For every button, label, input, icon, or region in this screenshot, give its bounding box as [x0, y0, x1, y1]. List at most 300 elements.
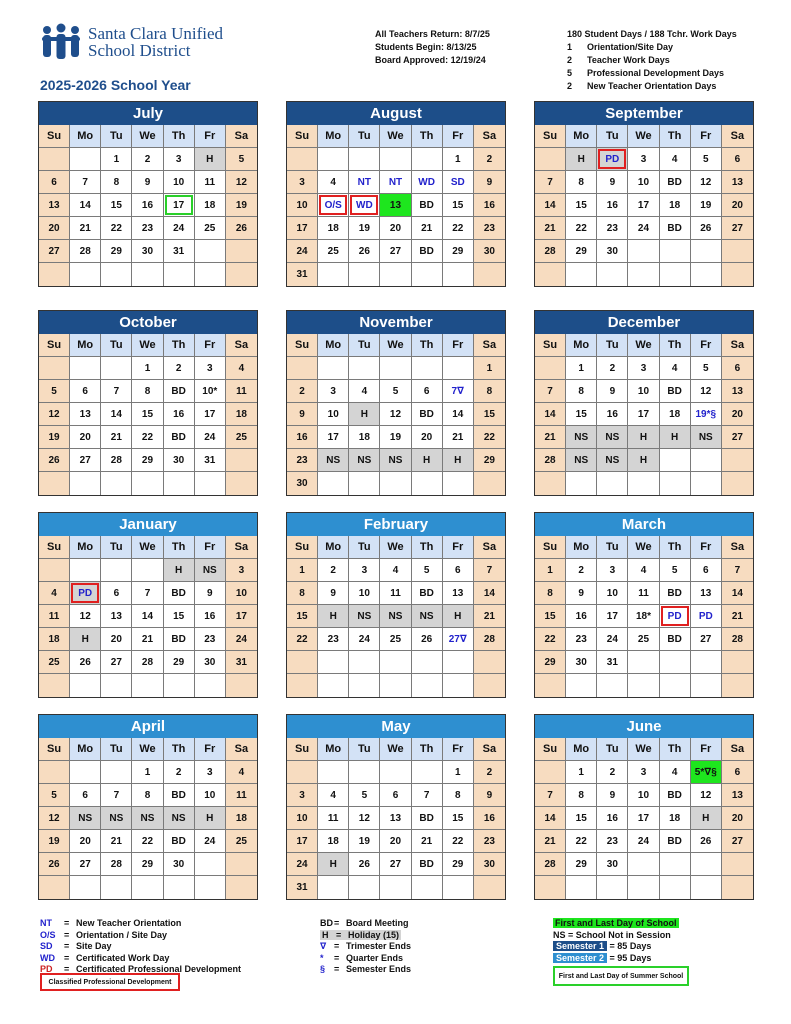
day-cell: [566, 263, 597, 286]
day-cell: 29: [566, 240, 597, 263]
month-october: [38, 310, 258, 496]
legend-row: NT = New Teacher Orientation: [40, 918, 182, 928]
day-cell: BD: [412, 853, 443, 876]
weekday-header: Tu: [101, 125, 132, 148]
day-cell: [70, 559, 101, 582]
day-cell: 6: [380, 784, 411, 807]
day-cell: 19: [349, 217, 380, 240]
weekday-header: Mo: [70, 334, 101, 357]
day-cell: [318, 357, 349, 380]
weekday-header: Fr: [443, 125, 474, 148]
day-cell: [380, 761, 411, 784]
day-counts: [567, 28, 737, 93]
day-cell: 22: [132, 830, 163, 853]
day-cell: [164, 674, 195, 697]
day-cell: 19: [39, 830, 70, 853]
day-cell: 15: [566, 807, 597, 830]
day-cell: 13: [722, 380, 753, 403]
day-cell: 3: [164, 148, 195, 171]
day-cell: 27: [691, 628, 722, 651]
day-cell: [70, 148, 101, 171]
day-cell: 12: [691, 380, 722, 403]
day-cell: 11: [628, 582, 659, 605]
day-cell: 16: [474, 194, 505, 217]
day-cell: [101, 472, 132, 495]
day-cell: 11: [195, 171, 226, 194]
weekday-header: Sa: [226, 125, 257, 148]
day-cell: NS: [349, 449, 380, 472]
day-cell: 12: [691, 171, 722, 194]
month-january: [38, 512, 258, 698]
count-number: 2: [567, 81, 573, 91]
day-cell: BD: [412, 807, 443, 830]
day-cell: [566, 674, 597, 697]
day-cell: 21: [443, 426, 474, 449]
day-cell: 20: [70, 830, 101, 853]
day-cell: 1: [474, 357, 505, 380]
day-cell: [535, 674, 566, 697]
day-cell: 28: [722, 628, 753, 651]
legend-row: ∇ = Trimester Ends: [320, 941, 412, 951]
legend-key: ∇: [320, 941, 327, 951]
weekday-header: Su: [535, 536, 566, 559]
classified-pd-legend: Classified Professional Development: [40, 973, 180, 991]
legend-key: *: [320, 952, 324, 963]
day-cell: 5: [660, 559, 691, 582]
day-cell: 24: [597, 628, 628, 651]
day-cell: 4: [318, 171, 349, 194]
legend-row: [553, 918, 679, 930]
day-cell: [380, 357, 411, 380]
month-february: [286, 512, 506, 698]
day-cell: 15: [474, 403, 505, 426]
day-cell: 24: [164, 217, 195, 240]
day-cell: NT: [380, 171, 411, 194]
count-label: New Teacher Orientation Days: [587, 81, 717, 91]
day-cell: 21: [412, 830, 443, 853]
district-name-line1: Santa Clara Unified: [88, 24, 224, 43]
day-cell: 19: [380, 426, 411, 449]
day-cell: 14: [535, 807, 566, 830]
day-cell: 31: [164, 240, 195, 263]
day-cell: 30: [474, 240, 505, 263]
day-cell: [597, 876, 628, 899]
day-cell: 1: [443, 148, 474, 171]
weekday-header: Mo: [318, 125, 349, 148]
day-cell: H: [349, 403, 380, 426]
day-cell: [318, 876, 349, 899]
legend-key: BD: [320, 918, 333, 928]
day-cell: 30: [597, 853, 628, 876]
day-cell: 23: [566, 628, 597, 651]
day-cell: 11: [226, 784, 257, 807]
day-cell: 4: [226, 357, 257, 380]
month-september: [534, 101, 754, 287]
day-cell: 5*∇§: [691, 761, 722, 784]
month-title: May: [287, 715, 505, 738]
day-cell: 26: [412, 628, 443, 651]
day-cell: 2: [597, 761, 628, 784]
weekday-header: Su: [535, 125, 566, 148]
day-cell: 28: [535, 449, 566, 472]
day-cell: 15: [287, 605, 318, 628]
day-cell: NS: [380, 449, 411, 472]
month-title: July: [39, 102, 257, 125]
day-cell: 5: [39, 380, 70, 403]
day-cell: 10: [628, 171, 659, 194]
day-cell: 24: [628, 830, 659, 853]
day-cell: NS: [70, 807, 101, 830]
day-cell: 23: [474, 830, 505, 853]
day-cell: 27: [380, 240, 411, 263]
day-cell: 21: [412, 217, 443, 240]
legend-key: §: [320, 964, 326, 974]
day-cell: [287, 357, 318, 380]
weekday-header: Fr: [691, 738, 722, 761]
day-cell: 22: [443, 830, 474, 853]
day-cell: 9: [474, 171, 505, 194]
day-cell: 29: [164, 651, 195, 674]
day-cell: 10: [287, 807, 318, 830]
day-cell: [349, 674, 380, 697]
day-cell: 13: [101, 605, 132, 628]
day-cell: 5: [226, 148, 257, 171]
day-cell: [691, 472, 722, 495]
day-cell: 17: [318, 426, 349, 449]
day-cell: [535, 761, 566, 784]
day-cell: 26: [349, 240, 380, 263]
day-cell: WD: [349, 194, 380, 217]
weekday-header: We: [380, 738, 411, 761]
day-cell: [226, 263, 257, 286]
day-cell: [39, 472, 70, 495]
weekday-header: We: [380, 334, 411, 357]
day-cell: H: [318, 605, 349, 628]
day-cell: [195, 263, 226, 286]
day-cell: 3: [226, 559, 257, 582]
month-june: [534, 714, 754, 900]
day-cell: 19*§: [691, 403, 722, 426]
day-cell: [660, 449, 691, 472]
day-cell: [164, 263, 195, 286]
month-grid: [287, 536, 505, 697]
day-cell: NS: [566, 426, 597, 449]
legend-row: [553, 953, 679, 965]
day-cell: 28: [535, 853, 566, 876]
day-cell: BD: [660, 380, 691, 403]
day-cell: [226, 674, 257, 697]
day-cell: 12: [349, 807, 380, 830]
day-cell: 26: [691, 830, 722, 853]
day-cell: 15: [101, 194, 132, 217]
day-cell: H: [691, 807, 722, 830]
summer-school-legend: First and Last Day of Summer School: [553, 966, 689, 986]
month-grid: [287, 125, 505, 286]
day-cell: 6: [101, 582, 132, 605]
day-cell: 7: [474, 559, 505, 582]
weekday-header: Tu: [597, 536, 628, 559]
day-cell: [443, 674, 474, 697]
day-cell: [474, 674, 505, 697]
day-cell: [101, 761, 132, 784]
day-cell: 25: [380, 628, 411, 651]
month-november: [286, 310, 506, 496]
weekday-header: Fr: [195, 125, 226, 148]
month-title: October: [39, 311, 257, 334]
day-cell: 22: [566, 830, 597, 853]
legend-text: Site Day: [76, 941, 112, 951]
day-cell: [287, 674, 318, 697]
month-title: April: [39, 715, 257, 738]
day-cell: [443, 876, 474, 899]
day-cell: 23: [287, 449, 318, 472]
day-cell: 1: [566, 761, 597, 784]
day-cell: NS: [195, 559, 226, 582]
legend-row: [553, 941, 679, 953]
day-cell: [39, 761, 70, 784]
day-cell: [39, 876, 70, 899]
day-cell: [70, 674, 101, 697]
day-cell: 16: [597, 194, 628, 217]
day-cell: [195, 674, 226, 697]
day-cell: [722, 651, 753, 674]
weekday-header: Tu: [597, 738, 628, 761]
weekday-header: Tu: [101, 738, 132, 761]
day-cell: 25: [39, 651, 70, 674]
day-cell: 29: [443, 240, 474, 263]
day-cell: 21: [535, 426, 566, 449]
semester1-label: Semester 1: [553, 941, 607, 951]
weekday-header: Sa: [474, 738, 505, 761]
legend-key: H: [322, 929, 329, 940]
day-cell: 30: [195, 651, 226, 674]
month-title: January: [39, 513, 257, 536]
day-cell: NS: [349, 605, 380, 628]
month-april: [38, 714, 258, 900]
day-cell: [660, 674, 691, 697]
day-cell: [70, 761, 101, 784]
weekday-header: Sa: [474, 536, 505, 559]
day-cell: 16: [195, 605, 226, 628]
weekday-header: Sa: [722, 125, 753, 148]
day-cell: 29: [566, 853, 597, 876]
day-cell: 3: [287, 171, 318, 194]
day-cell: 29: [132, 449, 163, 472]
count-number: 2: [567, 55, 573, 65]
weekday-header: Th: [660, 334, 691, 357]
month-grid: [39, 125, 257, 286]
day-cell: 3: [195, 357, 226, 380]
legend-row: § = Semester Ends: [320, 964, 412, 974]
day-cell: 13: [380, 194, 411, 217]
day-cell: [628, 853, 659, 876]
day-cell: 7: [101, 380, 132, 403]
day-cell: 28: [70, 240, 101, 263]
day-cell: 9: [195, 582, 226, 605]
day-cell: [70, 472, 101, 495]
day-cell: 6: [412, 380, 443, 403]
day-cell: [380, 674, 411, 697]
day-cell: 16: [566, 605, 597, 628]
day-cell: BD: [660, 784, 691, 807]
day-cell: [597, 263, 628, 286]
day-cell: 7: [412, 784, 443, 807]
month-grid: [535, 738, 753, 899]
day-cell: [628, 240, 659, 263]
day-cell: 27: [70, 853, 101, 876]
day-cell: [101, 263, 132, 286]
day-cell: 15: [164, 605, 195, 628]
day-cell: 1: [101, 148, 132, 171]
day-cell: 5: [412, 559, 443, 582]
day-cell: NS: [318, 449, 349, 472]
day-cell: 9: [597, 784, 628, 807]
day-cell: [349, 761, 380, 784]
day-cell: 7: [132, 582, 163, 605]
day-cell: 19: [226, 194, 257, 217]
day-cell: [412, 876, 443, 899]
day-cell: [628, 651, 659, 674]
weekday-header: Th: [660, 536, 691, 559]
day-cell: 21: [474, 605, 505, 628]
day-cell: H: [443, 605, 474, 628]
weekday-header: Fr: [195, 536, 226, 559]
day-cell: PD: [70, 582, 101, 605]
school-year-title: 2025-2026 School Year: [40, 77, 191, 93]
day-cell: BD: [164, 628, 195, 651]
day-cell: 30: [474, 853, 505, 876]
day-cell: 10: [195, 784, 226, 807]
day-cell: [628, 263, 659, 286]
day-cell: 23: [597, 830, 628, 853]
weekday-header: Fr: [691, 125, 722, 148]
day-cell: 1: [287, 559, 318, 582]
day-cell: NT: [349, 171, 380, 194]
day-cell: 24: [628, 217, 659, 240]
weekday-header: Th: [412, 334, 443, 357]
day-cell: 3: [349, 559, 380, 582]
day-cell: 20: [722, 807, 753, 830]
day-cell: 10: [628, 784, 659, 807]
month-title: September: [535, 102, 753, 125]
day-cell: 16: [287, 426, 318, 449]
day-cell: 25: [628, 628, 659, 651]
day-cell: [39, 263, 70, 286]
day-cell: 6: [70, 784, 101, 807]
month-title: February: [287, 513, 505, 536]
weekday-header: We: [132, 334, 163, 357]
day-cell: 5: [691, 148, 722, 171]
day-cell: [660, 853, 691, 876]
day-cell: 17: [597, 605, 628, 628]
month-grid: [535, 334, 753, 495]
day-cell: [412, 357, 443, 380]
day-cell: 2: [164, 357, 195, 380]
month-grid: [287, 738, 505, 899]
day-cell: 10: [349, 582, 380, 605]
legend-key: PD: [40, 964, 53, 974]
weekday-header: Su: [287, 536, 318, 559]
weekday-header: We: [628, 334, 659, 357]
day-cell: [318, 761, 349, 784]
key-dates: [375, 28, 490, 67]
day-cell: [318, 263, 349, 286]
day-cell: 4: [226, 761, 257, 784]
day-cell: 22: [474, 426, 505, 449]
day-cell: 14: [70, 194, 101, 217]
count-row: [567, 54, 737, 67]
day-cell: [39, 357, 70, 380]
weekday-header: Mo: [70, 536, 101, 559]
day-cell: [722, 263, 753, 286]
legend-text: Certificated Work Day: [76, 952, 170, 963]
day-cell: 19: [691, 194, 722, 217]
day-cell: 3: [628, 148, 659, 171]
holiday-highlight: H = Holiday (15): [322, 929, 400, 940]
day-cell: 2: [474, 761, 505, 784]
weekday-header: Th: [164, 536, 195, 559]
day-cell: [691, 853, 722, 876]
day-cell: 4: [380, 559, 411, 582]
day-cell: 5: [691, 357, 722, 380]
day-cell: [535, 263, 566, 286]
day-cell: BD: [412, 582, 443, 605]
day-cell: NS: [101, 807, 132, 830]
day-cell: 30: [132, 240, 163, 263]
day-cell: 10: [318, 403, 349, 426]
day-cell: BD: [164, 380, 195, 403]
count-number: 1: [567, 42, 573, 52]
day-cell: 12: [226, 171, 257, 194]
day-cell: 30: [287, 472, 318, 495]
day-cell: 21: [535, 830, 566, 853]
day-cell: 29: [474, 449, 505, 472]
weekday-header: Su: [39, 738, 70, 761]
weekday-header: Tu: [349, 738, 380, 761]
weekday-header: Mo: [566, 536, 597, 559]
day-cell: 11: [318, 807, 349, 830]
day-cell: 1: [566, 357, 597, 380]
day-cell: [70, 263, 101, 286]
day-cell: [287, 148, 318, 171]
day-cell: 21: [722, 605, 753, 628]
day-cell: 4: [318, 784, 349, 807]
day-cell: BD: [660, 830, 691, 853]
day-cell: [628, 472, 659, 495]
day-cell: 4: [39, 582, 70, 605]
day-cell: [412, 674, 443, 697]
day-cell: 12: [691, 784, 722, 807]
day-cell: BD: [660, 217, 691, 240]
day-cell: 26: [39, 853, 70, 876]
day-cell: 18: [318, 830, 349, 853]
day-cell: 19: [349, 830, 380, 853]
day-cell: [722, 876, 753, 899]
count-label: Teacher Work Days: [587, 55, 670, 65]
day-cell: 9: [287, 403, 318, 426]
day-cell: H: [195, 148, 226, 171]
day-cell: 24: [349, 628, 380, 651]
day-cell: BD: [164, 784, 195, 807]
weekday-header: Sa: [226, 536, 257, 559]
day-cell: 15: [443, 194, 474, 217]
day-cell: [132, 559, 163, 582]
day-cell: [380, 263, 411, 286]
day-cell: 23: [132, 217, 163, 240]
weekday-header: Fr: [443, 738, 474, 761]
day-cell: 2: [474, 148, 505, 171]
weekday-header: Mo: [318, 536, 349, 559]
